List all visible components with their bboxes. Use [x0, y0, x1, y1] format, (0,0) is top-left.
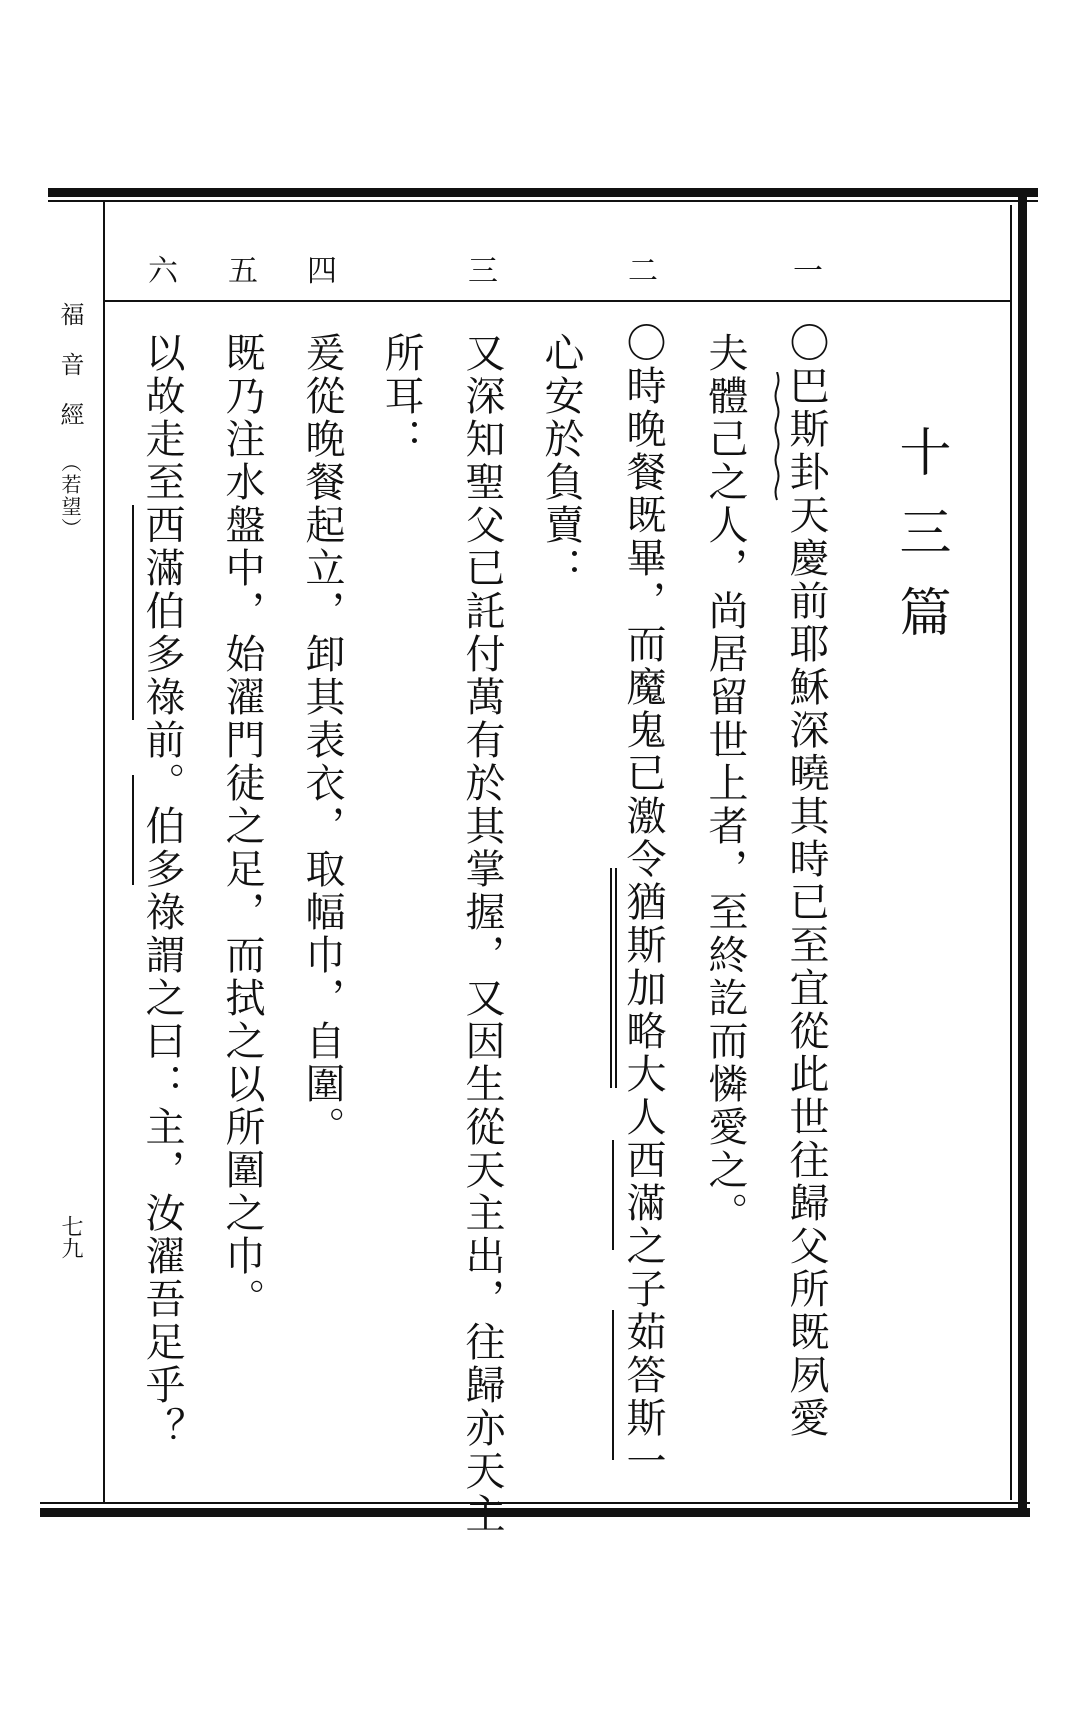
book-subtitle: （若望）	[58, 452, 82, 540]
name-mark-judas-name	[612, 1310, 614, 1460]
verse-2-line-1: 〇時晚餐既畢，而魔鬼已激令猶斯加略大人西滿之子茹答斯一	[620, 322, 666, 1483]
top-border-thick	[48, 188, 1038, 197]
bottom-border-thick	[40, 1508, 1030, 1517]
verse-6-line: 以故走至西滿伯多祿前。伯多祿謂之曰：主，汝濯吾足乎？	[139, 332, 185, 1450]
right-border-thin	[1010, 205, 1012, 1500]
page-number: 七九	[58, 1215, 83, 1259]
running-head	[48, 302, 92, 540]
wavy-name-mark-feast	[774, 372, 780, 502]
name-mark-judas	[610, 868, 612, 1088]
verse-1-line-1: 〇巴斯卦天慶前耶穌深曉其時已至宜從此世往歸父所既夙愛	[783, 322, 829, 1440]
bottom-border-thin	[40, 1502, 1030, 1504]
top-border-thin	[48, 200, 1038, 202]
verse-4-line: 爰從晚餐起立，卸其表衣，取幅巾，自圍。	[299, 332, 345, 1149]
margin-divider	[103, 200, 105, 1503]
verse-number-5: 五	[228, 254, 258, 289]
verse-2-line-2: 心安於負賣：	[538, 332, 584, 590]
chapter-heading: 十三篇	[890, 425, 950, 665]
name-mark-simon-peter	[132, 505, 134, 720]
verse-3-line-2: 所耳：	[378, 332, 424, 461]
name-mark-simon	[612, 1140, 614, 1250]
verse-1-line-2: 夫體己之人，尚居留世上者，至終訖而憐愛之。	[702, 332, 748, 1235]
verse-number-3: 三	[468, 254, 498, 289]
verse-number-divider	[105, 300, 1010, 302]
verse-3-line-1: 又深知聖父已託付萬有於其掌握，又因生從天主出，往歸亦天主	[459, 332, 505, 1536]
verse-number-4: 四	[307, 254, 337, 289]
verse-number-6: 六	[148, 254, 178, 289]
verse-number-2: 二	[628, 254, 658, 289]
verse-number-1: 一	[793, 254, 823, 289]
right-border-thick	[1018, 188, 1027, 1517]
verse-5-line: 既乃注水盤中，始濯門徒之足，而拭之以所圍之巾。	[219, 332, 265, 1321]
book-title: 福音經	[56, 302, 84, 452]
name-mark-peter	[132, 775, 134, 885]
